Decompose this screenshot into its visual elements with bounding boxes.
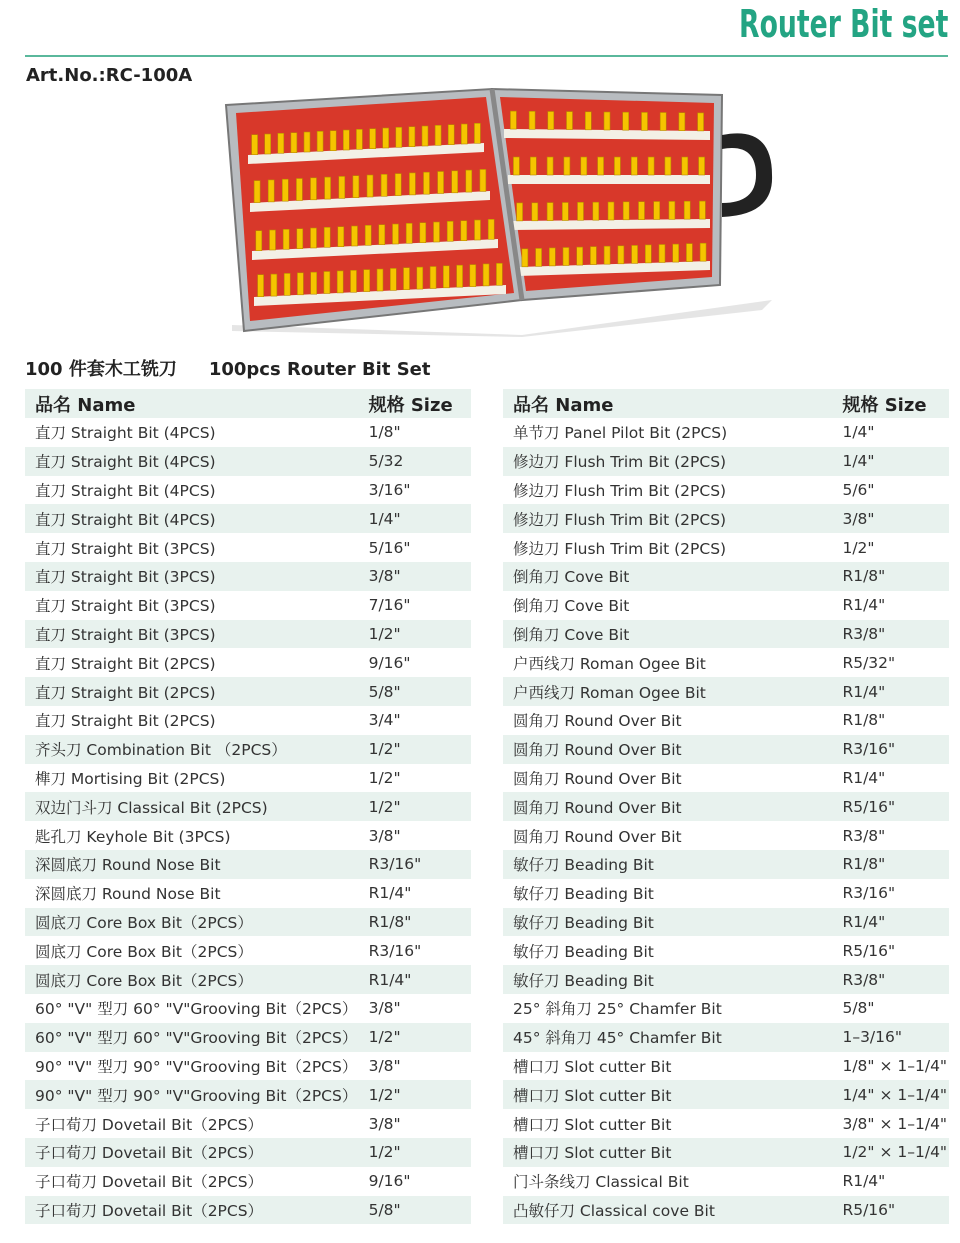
table-row	[503, 1138, 949, 1167]
bit-size-cell: 5/8"	[359, 1196, 471, 1225]
bit-size-cell: R5/16"	[842, 941, 896, 960]
bit-size-cell: 5/32	[359, 447, 471, 476]
bit-size-cell: 1/2" × 1–1/4"	[832, 1138, 949, 1167]
table-row	[503, 1167, 949, 1196]
bit-name-cell: 圆角刀 Round Over Bit	[503, 792, 832, 821]
bit-name-cell: 双边门斗刀 Classical Bit (2PCS)	[25, 792, 359, 821]
bit-name-cell: 圆底刀 Core Box Bit（2PCS）	[35, 942, 253, 961]
bit-size-cell: R1/4"	[832, 677, 949, 706]
table-row	[25, 677, 471, 706]
table-row	[503, 533, 949, 562]
bit-name-cell: 圆角刀 Round Over Bit	[503, 735, 832, 764]
table-header-row	[503, 389, 949, 418]
bit-name-cell: 90° "V" 型刀 90° "V"Grooving Bit（2PCS）	[35, 1057, 358, 1076]
brand-title: Router Bit set	[738, 2, 948, 46]
table-row	[25, 504, 471, 533]
bit-name-cell: 敏仔刀 Beading Bit	[513, 885, 654, 904]
bit-size-cell: R1/4"	[832, 908, 949, 937]
bit-size-cell: 3/8"	[359, 562, 471, 591]
table-row	[503, 1196, 949, 1225]
table-header-row	[25, 389, 471, 418]
bit-size-cell: 5/8"	[359, 677, 471, 706]
bit-size-cell: R1/4"	[359, 965, 471, 994]
bit-name-cell: 修边刀 Flush Trim Bit (2PCS)	[513, 481, 727, 500]
bit-size-cell: R3/16"	[359, 850, 471, 879]
bit-name-cell: 子口荀刀 Dovetail Bit（2PCS）	[35, 1115, 264, 1134]
bit-size-cell: 1/2"	[359, 792, 471, 821]
table-row	[503, 591, 949, 620]
table-row	[503, 1023, 949, 1052]
bit-name-cell: 榫刀 Mortising Bit (2PCS)	[35, 769, 226, 788]
bit-size-cell: R1/4"	[368, 884, 412, 903]
table-row	[503, 1109, 949, 1138]
bit-name-cell: 直刀 Straight Bit (2PCS)	[35, 712, 216, 731]
bit-name-cell: 齐头刀 Combination Bit （2PCS）	[25, 735, 359, 764]
bit-name-cell: 圆角刀 Round Over Bit	[513, 769, 682, 788]
bit-size-cell: 3/4"	[368, 711, 401, 730]
table-row	[25, 620, 471, 649]
bit-size-cell: 1/2"	[359, 1023, 471, 1052]
bit-name-cell: 直刀 Straight Bit (2PCS)	[35, 654, 216, 673]
bit-name-cell: 敏仔刀 Beading Bit	[503, 965, 832, 994]
table-row	[503, 1052, 949, 1081]
bit-size-cell: R3/8"	[832, 965, 949, 994]
bit-size-cell: 1/4"	[842, 423, 875, 442]
table-row	[503, 821, 949, 850]
bit-size-cell: 1/8"	[368, 423, 401, 442]
table-row	[25, 1023, 471, 1052]
bit-size-cell: 1/2"	[359, 1080, 471, 1109]
table-row	[503, 562, 949, 591]
bit-name-cell: 直刀 Straight Bit (4PCS)	[35, 481, 216, 500]
bit-name-cell: 圆底刀 Core Box Bit（2PCS）	[25, 908, 359, 937]
bit-name-cell: 深圆底刀 Round Nose Bit	[35, 885, 221, 904]
table-row	[503, 850, 949, 879]
bit-size-cell: 3/16"	[368, 480, 411, 499]
bit-name-cell: 门斗条线刀 Classical Bit	[513, 1173, 689, 1192]
bit-name-cell: 匙孔刀 Keyhole Bit (3PCS)	[35, 827, 231, 846]
table-row	[503, 965, 949, 994]
bit-size-cell: 5/16"	[368, 538, 411, 557]
name-column-header: 品名 Name	[25, 389, 359, 418]
case-handle	[722, 133, 772, 217]
bit-name-cell: 槽口刀 Slot cutter Bit	[513, 1057, 672, 1076]
table-row	[25, 447, 471, 476]
table-row	[503, 994, 949, 1023]
bit-name-cell: 倒角刀 Cove Bit	[503, 620, 832, 649]
bit-size-cell: R3/8"	[842, 826, 886, 845]
article-number: Art.No.:RC-100A	[26, 65, 193, 86]
table-row	[25, 562, 471, 591]
bit-size-cell: R1/8"	[359, 908, 471, 937]
bit-name-cell: 槽口刀 Slot cutter Bit	[503, 1080, 832, 1109]
table-row	[25, 792, 471, 821]
bit-name-cell: 倒角刀 Cove Bit	[503, 562, 832, 591]
bit-name-cell: 凸敏仔刀 Classical cove Bit	[503, 1196, 832, 1225]
table-row	[25, 821, 471, 850]
bit-size-cell: 9/16"	[368, 1172, 411, 1191]
size-column-header: 规格 Size	[359, 389, 471, 418]
bit-size-cell: R1/8"	[842, 711, 886, 730]
bit-name-cell: 圆底刀 Core Box Bit（2PCS）	[25, 965, 359, 994]
product-subtitle	[25, 355, 431, 381]
table-row	[25, 476, 471, 505]
table-row	[503, 476, 949, 505]
table-row	[25, 1167, 471, 1196]
bit-size-cell: R1/8"	[832, 562, 949, 591]
table-row	[25, 735, 471, 764]
bit-name-cell: 修边刀 Flush Trim Bit (2PCS)	[503, 447, 832, 476]
bit-size-cell: 3/8"	[832, 504, 949, 533]
bit-name-cell: 修边刀 Flush Trim Bit (2PCS)	[513, 539, 727, 558]
bit-name-cell: 60° "V" 型刀 60° "V"Grooving Bit（2PCS）	[25, 1023, 359, 1052]
spec-table-left	[25, 389, 471, 1224]
table-row	[25, 936, 471, 965]
bit-size-cell: 1/2"	[368, 768, 401, 787]
bit-size-cell: R1/4"	[842, 768, 886, 787]
bit-name-cell: 敏仔刀 Beading Bit	[503, 908, 832, 937]
bit-size-cell: 1/4" × 1–1/4"	[832, 1080, 949, 1109]
bit-name-cell: 户西线刀 Roman Ogee Bit	[503, 677, 832, 706]
table-row	[25, 1196, 471, 1225]
size-column-header: 规格 Size	[832, 389, 949, 418]
table-row	[25, 1052, 471, 1081]
bit-name-cell: 单节刀 Panel Pilot Bit (2PCS)	[513, 424, 728, 443]
table-row	[503, 706, 949, 735]
bit-name-cell: 倒角刀 Cove Bit	[513, 597, 630, 616]
table-row	[503, 1080, 949, 1109]
table-row	[25, 1138, 471, 1167]
bit-size-cell: R3/16"	[842, 884, 896, 903]
bit-name-cell: 槽口刀 Slot cutter Bit	[513, 1115, 672, 1134]
bit-size-cell: 1/2"	[359, 735, 471, 764]
subtitle-english: 100pcs Router Bit Set	[208, 359, 431, 380]
bit-name-cell: 圆角刀 Round Over Bit	[513, 827, 682, 846]
table-row	[25, 965, 471, 994]
name-column-header: 品名 Name	[503, 389, 832, 418]
table-row	[25, 994, 471, 1023]
table-row	[503, 764, 949, 793]
bit-size-cell: 7/16"	[368, 596, 411, 615]
bit-size-cell: 1/2"	[842, 538, 875, 557]
bit-size-cell: R3/8"	[832, 620, 949, 649]
bit-name-cell: 子口荀刀 Dovetail Bit（2PCS）	[25, 1138, 359, 1167]
bit-size-cell: 3/8"	[368, 999, 401, 1018]
bit-name-cell: 修边刀 Flush Trim Bit (2PCS)	[503, 504, 832, 533]
bit-size-cell: R1/8"	[832, 850, 949, 879]
table-row	[503, 908, 949, 937]
bit-name-cell: 直刀 Straight Bit (3PCS)	[25, 562, 359, 591]
bit-size-cell: 5/8"	[842, 999, 875, 1018]
table-row	[25, 648, 471, 677]
bit-size-cell: R3/16"	[368, 941, 422, 960]
bit-name-cell: 子口荀刀 Dovetail Bit（2PCS）	[35, 1173, 264, 1192]
bit-name-cell: 45° 斜角刀 45° Chamfer Bit	[503, 1023, 832, 1052]
table-row	[503, 792, 949, 821]
bit-size-cell: 3/8"	[368, 826, 401, 845]
table-row	[503, 879, 949, 908]
bit-name-cell: 25° 斜角刀 25° Chamfer Bit	[513, 1000, 722, 1019]
bit-size-cell: R3/16"	[832, 735, 949, 764]
bit-name-cell: 敏仔刀 Beading Bit	[503, 850, 832, 879]
bit-name-cell: 直刀 Straight Bit (3PCS)	[25, 620, 359, 649]
bit-size-cell: R1/4"	[842, 596, 886, 615]
bit-name-cell: 直刀 Straight Bit (4PCS)	[25, 504, 359, 533]
table-row	[25, 591, 471, 620]
subtitle-chinese: 100 件套木工铣刀	[25, 359, 177, 380]
table-row	[503, 418, 949, 447]
bit-size-cell: 3/8"	[368, 1056, 401, 1075]
table-row	[25, 1109, 471, 1138]
bit-name-cell: 直刀 Straight Bit (3PCS)	[35, 539, 216, 558]
bit-size-cell: 1/2"	[359, 620, 471, 649]
table-row	[503, 936, 949, 965]
table-row	[25, 533, 471, 562]
bit-name-cell: 圆角刀 Round Over Bit	[513, 712, 682, 731]
bit-name-cell: 直刀 Straight Bit (2PCS)	[25, 677, 359, 706]
header-divider	[25, 55, 948, 57]
bit-size-cell: 9/16"	[368, 653, 411, 672]
bit-size-cell: 1–3/16"	[832, 1023, 949, 1052]
bit-name-cell: 敏仔刀 Beading Bit	[513, 942, 654, 961]
bit-size-cell: 1/4"	[832, 447, 949, 476]
bit-size-cell: R5/16"	[832, 1196, 949, 1225]
table-row	[503, 735, 949, 764]
bit-name-cell: 户西线刀 Roman Ogee Bit	[513, 654, 706, 673]
table-row	[25, 879, 471, 908]
bit-size-cell: 3/8"	[368, 1114, 401, 1133]
table-row	[25, 908, 471, 937]
table-row	[503, 620, 949, 649]
bit-size-cell: 3/8" × 1–1/4"	[842, 1114, 948, 1133]
spec-table-right	[503, 389, 949, 1224]
bit-size-cell: R5/16"	[832, 792, 949, 821]
bit-size-cell: 1/4"	[359, 504, 471, 533]
table-row	[503, 504, 949, 533]
table-row	[25, 850, 471, 879]
table-row	[25, 764, 471, 793]
bit-name-cell: 直刀 Straight Bit (3PCS)	[35, 597, 216, 616]
table-row	[25, 1080, 471, 1109]
bit-name-cell: 直刀 Straight Bit (4PCS)	[25, 447, 359, 476]
bit-size-cell: 1/2"	[359, 1138, 471, 1167]
bit-size-cell: 1/8" × 1–1/4"	[842, 1056, 948, 1075]
bit-name-cell: 90° "V" 型刀 90° "V"Grooving Bit（2PCS）	[25, 1080, 359, 1109]
bit-size-cell: 5/6"	[842, 480, 875, 499]
bit-size-cell: R1/4"	[842, 1172, 886, 1191]
table-row	[503, 648, 949, 677]
bit-name-cell: 深圆底刀 Round Nose Bit	[25, 850, 359, 879]
table-row	[25, 418, 471, 447]
bit-name-cell: 槽口刀 Slot cutter Bit	[503, 1138, 832, 1167]
table-row	[503, 447, 949, 476]
router-bit-case-photo	[222, 85, 782, 337]
bit-name-cell: 子口荀刀 Dovetail Bit（2PCS）	[25, 1196, 359, 1225]
bit-name-cell: 60° "V" 型刀 60° "V"Grooving Bit（2PCS）	[35, 1000, 358, 1019]
bit-size-cell: R5/32"	[842, 653, 896, 672]
table-row	[503, 677, 949, 706]
table-row	[25, 706, 471, 735]
bit-name-cell: 直刀 Straight Bit (4PCS)	[35, 424, 216, 443]
